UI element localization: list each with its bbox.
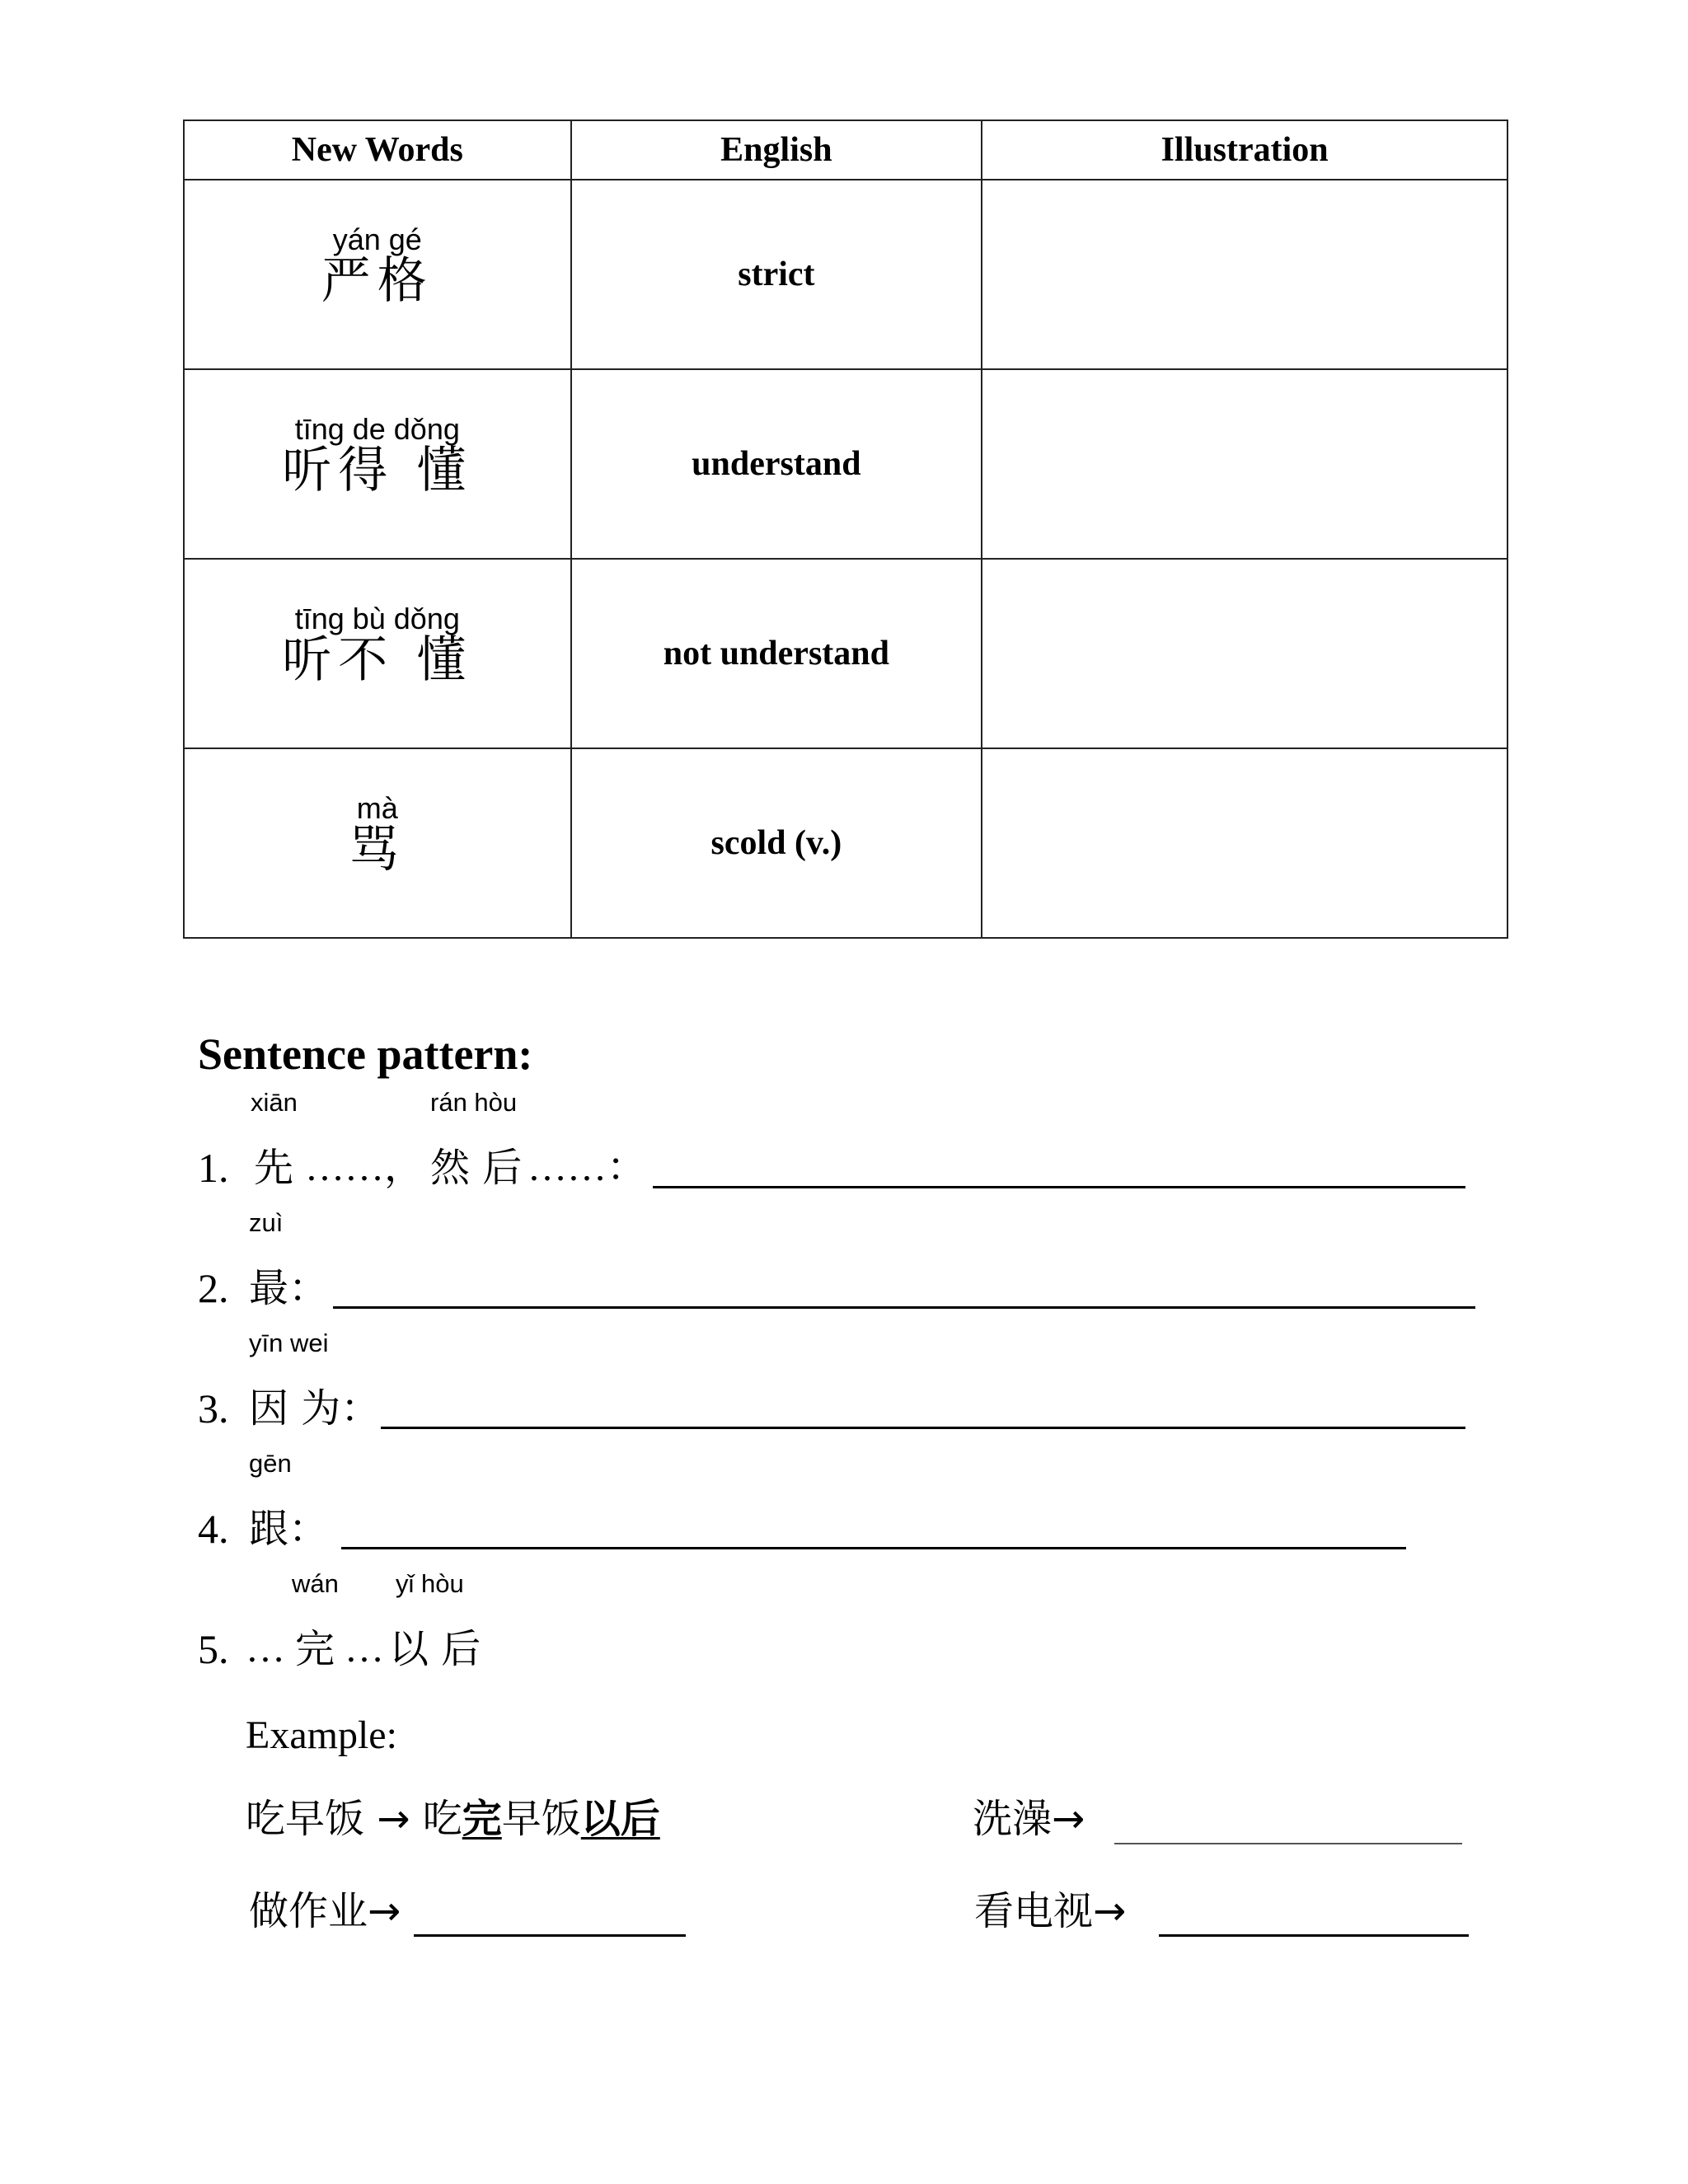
english-cell xyxy=(571,180,982,369)
word-pinyin: tīng bù dǒng xyxy=(294,602,460,635)
illustration-cell[interactable] xyxy=(982,369,1507,559)
word-pinyin: tīng de dǒng xyxy=(294,412,460,446)
table-row xyxy=(184,369,1507,559)
answer-line[interactable] xyxy=(653,1185,1465,1188)
underlined-word: 完 xyxy=(462,1796,502,1842)
answer-line[interactable] xyxy=(414,1933,686,1937)
answer-line[interactable] xyxy=(333,1305,1475,1309)
word-cell xyxy=(184,180,571,369)
answer-line[interactable] xyxy=(1159,1933,1469,1937)
english-text: understand xyxy=(692,445,861,483)
example-text: 看电视→ xyxy=(974,1888,1127,1934)
example-1 xyxy=(246,1795,707,1844)
pattern-item-1 xyxy=(198,1088,1467,1191)
example-text xyxy=(246,1797,660,1841)
pattern-item-2 xyxy=(198,1208,1477,1311)
header-illustration: Illustration xyxy=(982,120,1507,180)
english-text: strict xyxy=(738,255,815,293)
item-number: 5. xyxy=(198,1626,229,1672)
example-text: 洗澡→ xyxy=(973,1796,1085,1842)
table-row xyxy=(184,559,1507,748)
example-4 xyxy=(974,1887,1469,1937)
item-pinyin: wán xyxy=(292,1569,339,1598)
item-chinese: 因 为： xyxy=(249,1385,381,1432)
item-ellipsis: ……： xyxy=(528,1146,647,1189)
word-cell xyxy=(184,559,571,748)
word-hanzi: 听不 懂 xyxy=(282,631,473,689)
item-number: 1. xyxy=(198,1145,229,1191)
example-middle: 早饭 xyxy=(501,1796,581,1842)
table-header-row xyxy=(184,120,1507,180)
vocabulary-table xyxy=(183,120,1508,939)
english-cell xyxy=(571,369,982,559)
item-ellipsis: … xyxy=(246,1627,285,1671)
answer-line[interactable] xyxy=(381,1426,1465,1429)
item-ellipsis: ……， xyxy=(305,1146,424,1189)
english-text: not understand xyxy=(663,635,890,673)
example-3 xyxy=(249,1887,694,1937)
header-english: English xyxy=(571,120,982,180)
illustration-cell[interactable] xyxy=(982,180,1507,369)
item-number: 3. xyxy=(198,1385,229,1432)
item-chinese: 以 后 xyxy=(389,1626,481,1672)
table-row xyxy=(184,748,1507,938)
word-cell xyxy=(184,748,571,938)
item-number: 2. xyxy=(198,1265,229,1311)
example-text: 做作业→ xyxy=(249,1888,401,1934)
word-cell xyxy=(184,369,571,559)
illustration-cell[interactable] xyxy=(982,748,1507,938)
word-pinyin: mà xyxy=(356,791,398,825)
word-hanzi: 听得 懂 xyxy=(282,442,473,499)
underlined-word: 以后 xyxy=(580,1796,660,1842)
item-pinyin: xiān xyxy=(251,1088,298,1117)
sentence-pattern-heading: Sentence pattern: xyxy=(198,1029,533,1079)
item-pinyin: gēn xyxy=(249,1449,292,1478)
english-text: scold (v.) xyxy=(710,824,842,862)
pattern-item-4 xyxy=(198,1449,1409,1552)
item-ellipsis: … xyxy=(345,1627,384,1671)
table-row xyxy=(184,180,1507,369)
answer-line[interactable] xyxy=(341,1546,1406,1549)
item-chinese: 先 xyxy=(254,1145,294,1191)
header-new-words: New Words xyxy=(184,120,571,180)
english-cell xyxy=(571,748,982,938)
example-prefix: 吃早饭 → 吃 xyxy=(246,1796,462,1842)
answer-line[interactable] xyxy=(1114,1842,1462,1844)
word-hanzi: 骂 xyxy=(349,821,406,879)
word-pinyin: yán gé xyxy=(332,223,422,256)
pattern-item-5 xyxy=(198,1569,692,1672)
pattern-item-3 xyxy=(198,1329,1467,1432)
item-number: 4. xyxy=(198,1506,229,1552)
example-label: Example: xyxy=(246,1713,397,1757)
item-chinese: 跟： xyxy=(249,1506,329,1552)
item-pinyin: yǐ hòu xyxy=(396,1569,464,1598)
example-2 xyxy=(973,1795,1467,1844)
item-pinyin: rán hòu xyxy=(430,1088,518,1117)
item-pinyin: yīn wei xyxy=(249,1329,329,1357)
word-hanzi: 严格 xyxy=(321,252,434,310)
item-chinese: 然 后 xyxy=(430,1145,523,1191)
english-cell xyxy=(571,559,982,748)
item-pinyin: zuì xyxy=(249,1208,284,1237)
item-chinese: 最： xyxy=(249,1265,329,1311)
item-chinese: 完 xyxy=(295,1626,335,1672)
illustration-cell[interactable] xyxy=(982,559,1507,748)
